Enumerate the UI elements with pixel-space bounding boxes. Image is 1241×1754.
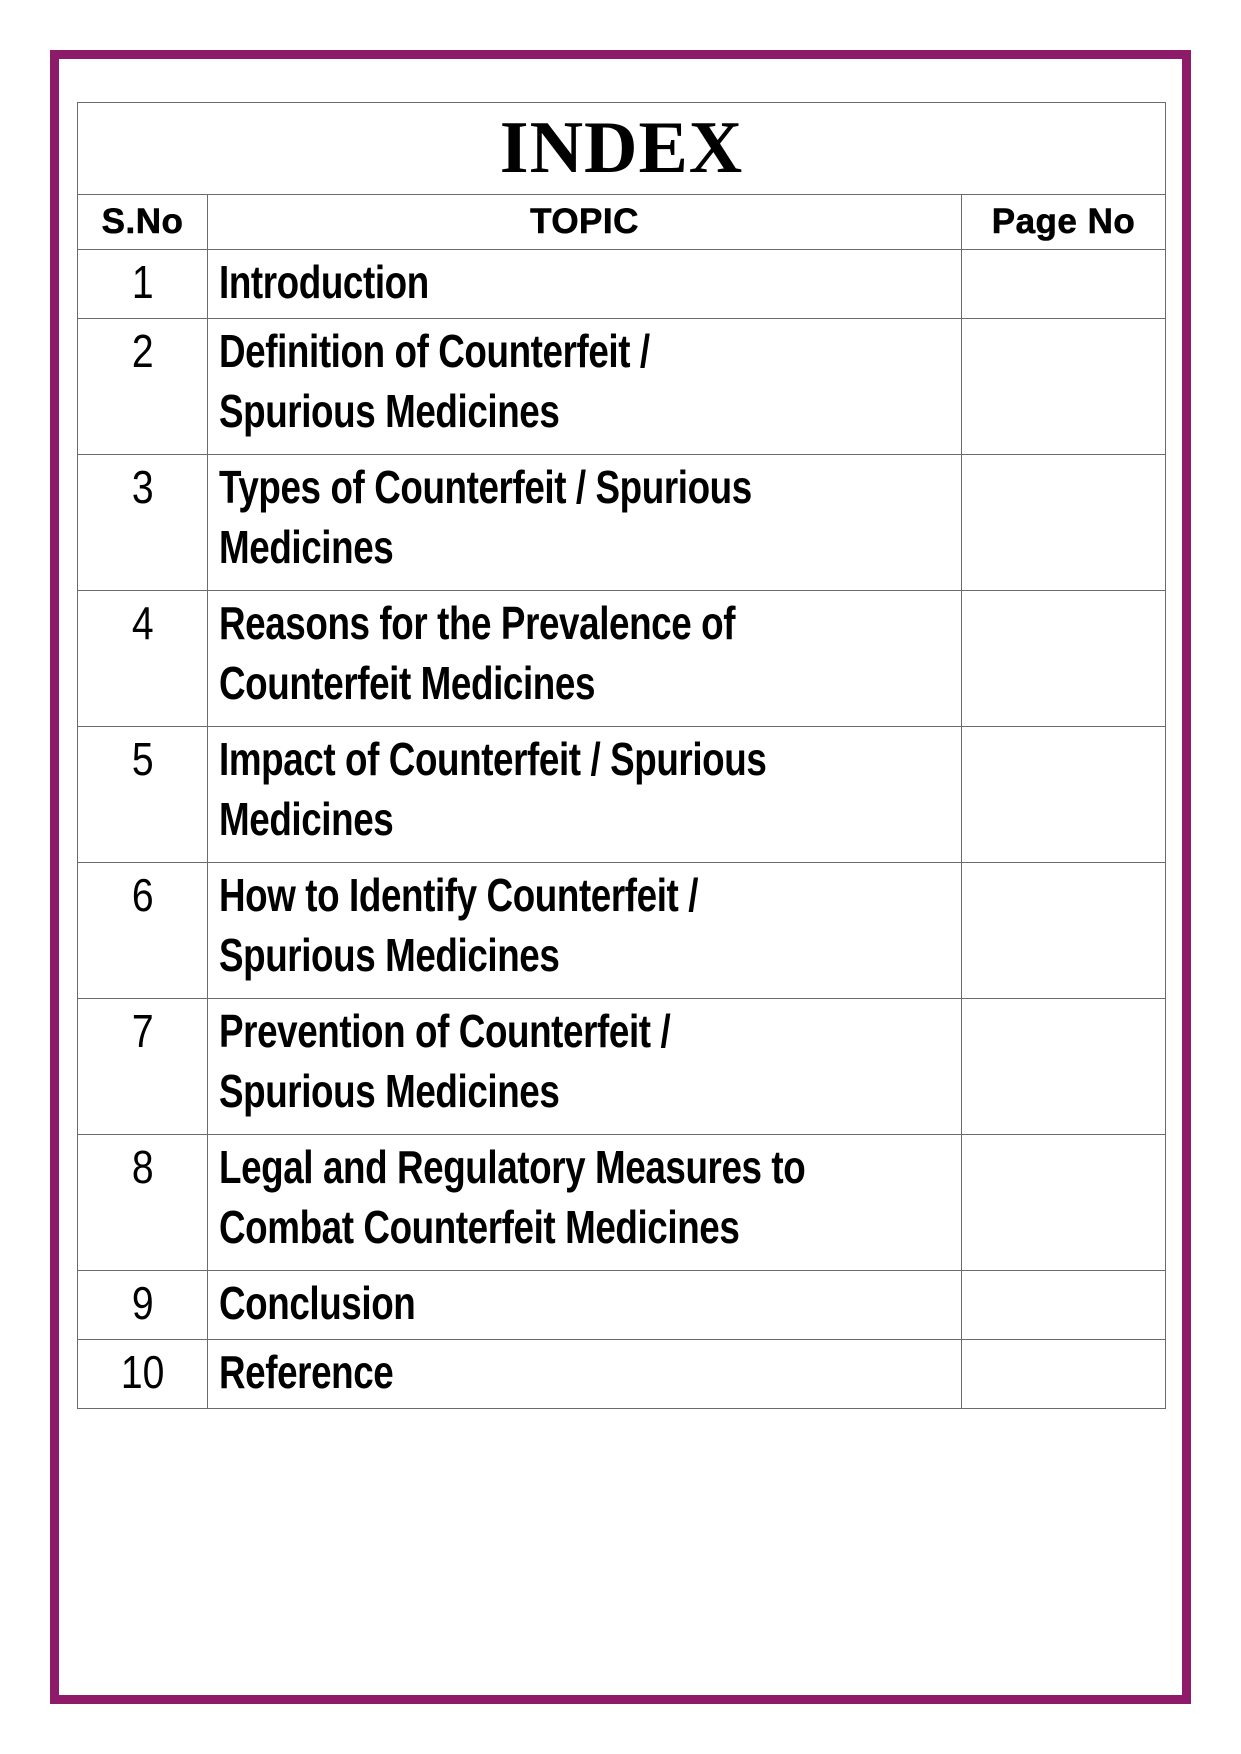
sno-value: 8 (131, 1141, 154, 1193)
row-page-no (962, 727, 1166, 863)
title-cell (78, 103, 1166, 195)
header-topic (208, 195, 962, 250)
topic-line: Spurious Medicines (219, 929, 560, 981)
header-row (78, 195, 1166, 250)
row-sno (78, 863, 208, 999)
table-row (78, 250, 1166, 319)
sno-value: 3 (131, 461, 154, 513)
topic-line: Introduction (219, 256, 429, 308)
row-sno (78, 1271, 208, 1340)
topic-line: Medicines (219, 793, 394, 845)
row-sno (78, 1135, 208, 1271)
row-sno (78, 455, 208, 591)
sno-value: 6 (131, 869, 154, 921)
topic-line: Definition of Counterfeit / (219, 325, 650, 377)
sno-value: 5 (131, 733, 154, 785)
row-page-no (962, 1135, 1166, 1271)
table-row (78, 319, 1166, 455)
topic-line: Prevention of Counterfeit / (219, 1005, 671, 1057)
sno-value: 1 (131, 256, 154, 308)
row-sno (78, 1340, 208, 1409)
row-page-no (962, 319, 1166, 455)
row-sno (78, 319, 208, 455)
table-row (78, 999, 1166, 1135)
row-page-no (962, 591, 1166, 727)
header-page-no-label: Page No (991, 202, 1136, 241)
topic-line: Spurious Medicines (219, 1065, 560, 1117)
sno-value: 7 (131, 1005, 154, 1057)
title-row (78, 103, 1166, 195)
table-row (78, 863, 1166, 999)
row-page-no (962, 863, 1166, 999)
header-page-no (962, 195, 1166, 250)
topic-line: Medicines (219, 521, 394, 573)
topic-line: Types of Counterfeit / Spurious (219, 461, 752, 513)
sno-value: 9 (131, 1277, 154, 1329)
row-topic (208, 727, 962, 863)
index-table (77, 102, 1166, 1409)
topic-line: Reasons for the Prevalence of (219, 597, 736, 649)
row-topic (208, 1340, 962, 1409)
topic-line: Reference (219, 1346, 394, 1398)
row-page-no (962, 999, 1166, 1135)
row-page-no (962, 1271, 1166, 1340)
row-page-no (962, 1340, 1166, 1409)
row-topic (208, 591, 962, 727)
row-sno (78, 591, 208, 727)
table-row (78, 1340, 1166, 1409)
header-sno-label: S.No (101, 202, 184, 241)
topic-line: Conclusion (219, 1277, 416, 1329)
row-topic (208, 863, 962, 999)
sno-value: 4 (131, 597, 154, 649)
row-sno (78, 727, 208, 863)
table-row (78, 591, 1166, 727)
row-topic (208, 1135, 962, 1271)
page-title: INDEX (499, 107, 744, 189)
table-row (78, 1135, 1166, 1271)
topic-line: Impact of Counterfeit / Spurious (219, 733, 767, 785)
row-topic (208, 250, 962, 319)
row-topic (208, 455, 962, 591)
table-row (78, 455, 1166, 591)
topic-line: Counterfeit Medicines (219, 657, 596, 709)
row-page-no (962, 455, 1166, 591)
row-topic (208, 1271, 962, 1340)
topic-line: Combat Counterfeit Medicines (219, 1201, 740, 1253)
table-row (78, 1271, 1166, 1340)
header-sno (78, 195, 208, 250)
sno-value: 2 (131, 325, 154, 377)
row-page-no (962, 250, 1166, 319)
topic-line: Legal and Regulatory Measures to (219, 1141, 806, 1193)
table-row (78, 727, 1166, 863)
row-topic (208, 999, 962, 1135)
topic-line: Spurious Medicines (219, 385, 560, 437)
header-topic-label: TOPIC (530, 202, 639, 241)
row-sno (78, 999, 208, 1135)
topic-line: How to Identify Counterfeit / (219, 869, 699, 921)
row-topic (208, 319, 962, 455)
sno-value: 10 (120, 1346, 165, 1398)
row-sno (78, 250, 208, 319)
